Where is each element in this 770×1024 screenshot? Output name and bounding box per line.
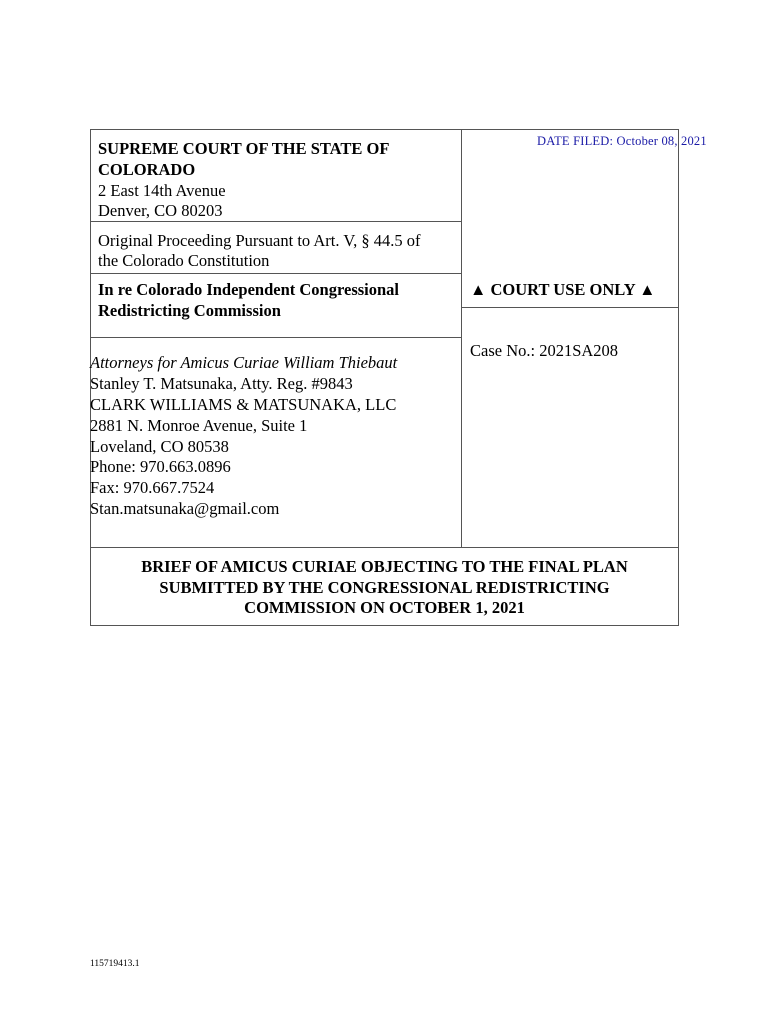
caption-divider xyxy=(90,547,679,548)
court-use-only-label: ▲ COURT USE ONLY ▲ xyxy=(470,280,656,299)
brief-title-line3: COMMISSION ON OCTOBER 1, 2021 xyxy=(244,598,525,617)
matter-line2: Redistricting Commission xyxy=(98,301,281,320)
matter-line1: In re Colorado Independent Congressional xyxy=(98,280,400,299)
court-address-line1: 2 East 14th Avenue xyxy=(98,181,226,200)
court-name-line2: COLORADO xyxy=(98,160,196,179)
attorney-firm: CLARK WILLIAMS & MATSUNAKA, LLC xyxy=(90,395,397,414)
proceeding-line1: Original Proceeding Pursuant to Art. V, § 44.5 of xyxy=(98,231,421,250)
proceeding-line2: the Colorado Constitution xyxy=(98,251,270,270)
attorney-name: Stanley T. Matsunaka, Atty. Reg. #9843 xyxy=(90,374,353,393)
attorney-role: Attorneys for Amicus Curiae William Thiebaut xyxy=(90,353,398,372)
date-filed-stamp: DATE FILED: October 08, 2021 xyxy=(537,134,707,148)
brief-title xyxy=(90,557,679,619)
attorney-city: Loveland, CO 80538 xyxy=(90,437,229,456)
attorney-fax: Fax: 970.667.7524 xyxy=(90,478,215,497)
brief-title-line2: SUBMITTED BY THE CONGRESSIONAL REDISTRICTING xyxy=(159,577,610,597)
attorney-street: 2881 N. Monroe Avenue, Suite 1 xyxy=(90,416,308,435)
brief-title-line1: BRIEF OF AMICUS CURIAE OBJECTING TO THE FINAL PLAN xyxy=(141,557,628,576)
caption-divider xyxy=(90,273,461,274)
caption-divider xyxy=(90,337,461,338)
court-name-line1: SUPREME COURT OF THE STATE OF xyxy=(98,139,390,158)
case-number: Case No.: 2021SA208 xyxy=(470,341,619,360)
caption-divider xyxy=(461,307,679,308)
attorney-email: Stan.matsunaka@gmail.com xyxy=(90,499,280,518)
footer-document-id: 115719413.1 xyxy=(90,959,140,969)
attorney-phone: Phone: 970.663.0896 xyxy=(90,457,231,476)
court-address-line2: Denver, CO 80203 xyxy=(98,201,223,220)
caption-divider-vertical xyxy=(461,129,462,548)
